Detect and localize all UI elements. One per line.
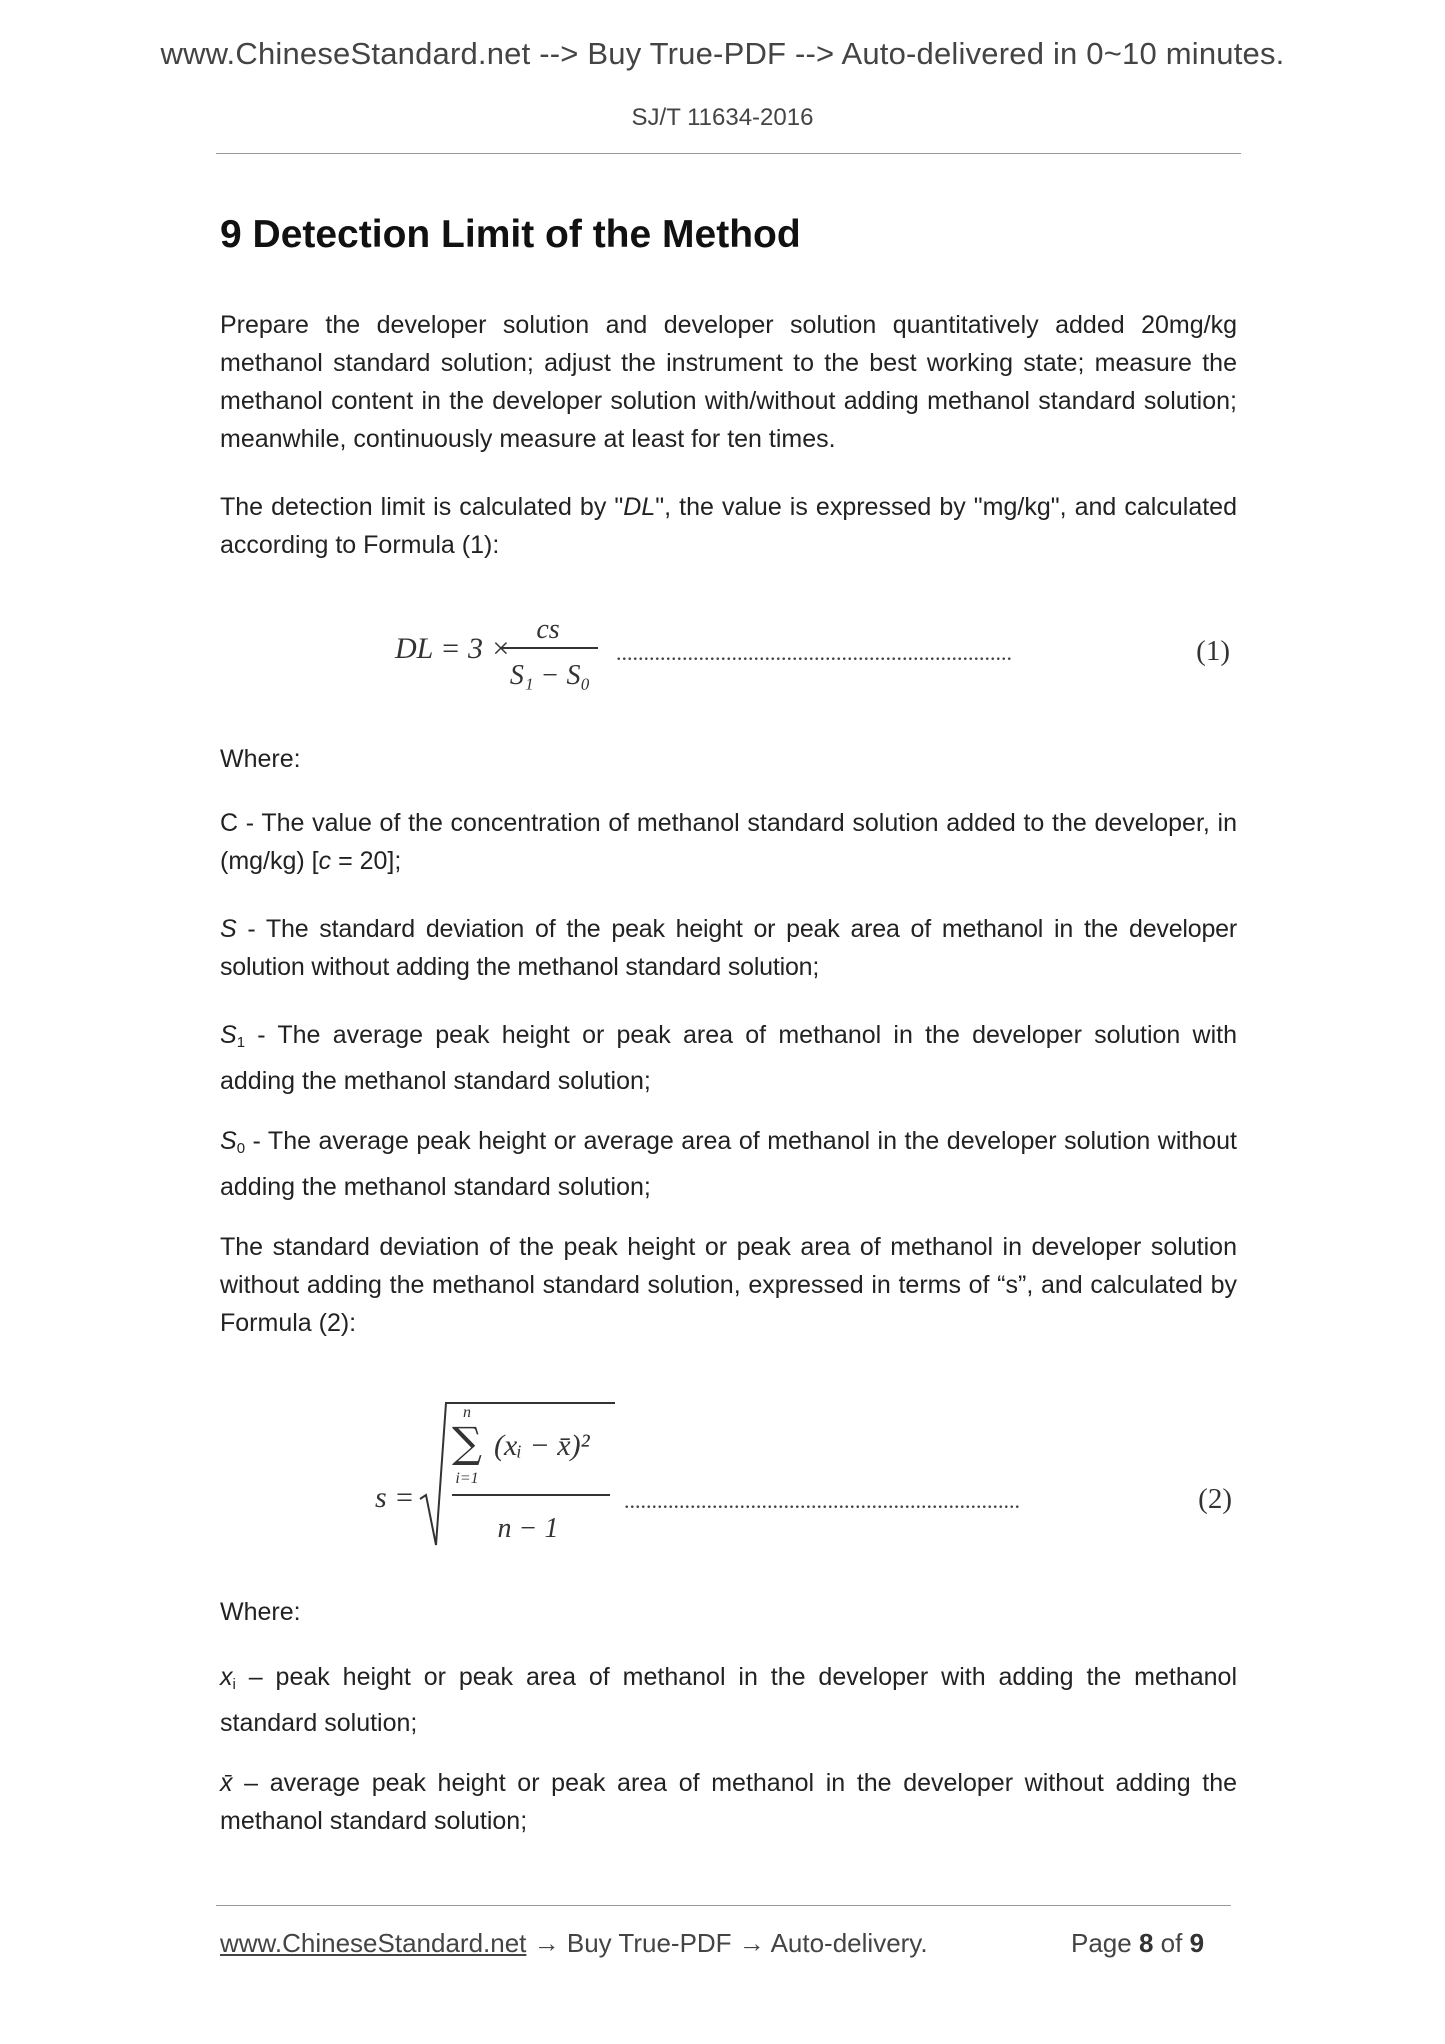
formula-2-term: (xᵢ − x̄)² [494, 1429, 590, 1462]
site-banner: www.ChineseStandard.net --> Buy True-PDF --> Auto-delivered in 0~10 minutes. [160, 36, 1285, 71]
total-pages: 9 [1189, 1928, 1205, 1958]
formula-1-denominator: S₁ − S₀ [509, 660, 591, 691]
current-page: 8 [1138, 1928, 1154, 1958]
formula-2 [370, 1395, 1240, 1555]
definition-s: S - The standard deviation of the peak height or peak area of methanol in the developer solution without adding the methanol standard solution; [220, 915, 1237, 981]
intro-paragraph: Prepare the developer solution and developer solution quantitatively added 20mg/kg methanol standard solution; adjust the instrument to the best working state; measure the methanol content in the developer solution with/without adding methanol standard solution; meanwhile, continuously measure at least for ten times. [220, 311, 1237, 453]
footer-promo-text: → Buy True-PDF → Auto-delivery. [526, 1928, 928, 1958]
definition-c: C - The value of the concentration of methanol standard solution added to the developer, in (mg/kg) [c = 20]; [220, 809, 1237, 875]
footer-divider [216, 1905, 1231, 1906]
formula-2-sum-symbol: ∑ [452, 1418, 482, 1467]
formula-1 [390, 608, 1240, 698]
definition-xbar: x̄ – average peak height or peak area of methanol in the developer without adding the methanol standard solution; [220, 1769, 1237, 1835]
formula-2-leader-dots: ........................................................................ [624, 1488, 1020, 1513]
detection-limit-paragraph: The detection limit is calculated by "DL", the value is expressed by "mg/kg", and calculated according to Formula (1): [220, 493, 1237, 559]
formula-1-number: (1) [1196, 635, 1230, 667]
definition-s0: $S_0$ - The average peak height or average area of methanol in the developer solution without adding the methanol standard solution; [220, 1127, 1237, 1201]
formula-2-number: (2) [1198, 1483, 1232, 1515]
footer-site-link[interactable]: www.ChineseStandard.net [220, 1928, 527, 1958]
formula-1-lhs: DL = 3 × [395, 632, 511, 665]
formula-2-denominator: n − 1 [497, 1513, 559, 1544]
page-indicator: Page 8 of 9 [1071, 1928, 1205, 1958]
standard-deviation-paragraph: The standard deviation of the peak height or peak area of methanol in developer solution without adding the methanol standard solution, expressed in terms of “s”, and calculated by Formula (2): [220, 1233, 1237, 1337]
formula-1-numerator: cs [536, 614, 560, 645]
where-label-1: Where: [220, 745, 301, 773]
formula-2-lower-limit: i=1 [455, 1470, 479, 1487]
header-divider [216, 153, 1241, 154]
document-number: SJ/T 11634-2016 [631, 104, 814, 131]
definition-xi: $x_i$ – peak height or peak area of methanol in the developer with adding the methanol standard solution; [220, 1663, 1237, 1737]
formula-2-lhs: s = [375, 1481, 415, 1514]
formula-2-upper-limit: n [463, 1404, 471, 1421]
footer-promo [220, 1928, 928, 1959]
definition-s1: $S_1$ - The average peak height or peak area of methanol in the developer solution with adding the methanol standard solution; [220, 1021, 1237, 1095]
section-heading: 9 Detection Limit of the Method [220, 213, 801, 256]
formula-1-leader-dots: ........................................................................ [616, 640, 1012, 665]
where-label-2: Where: [220, 1598, 301, 1626]
